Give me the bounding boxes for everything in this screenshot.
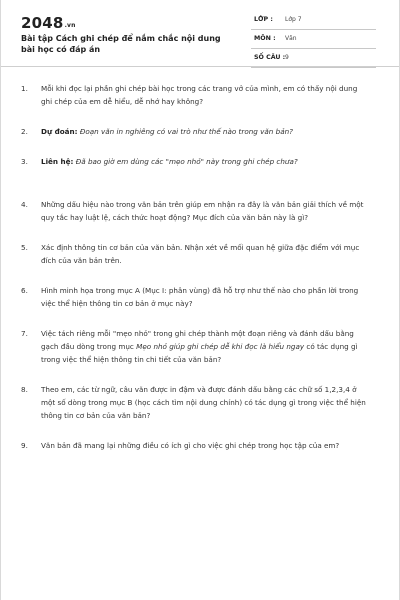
meta-label-count: SỐ CÂU : — [254, 54, 286, 61]
question-number: 3. — [21, 157, 28, 166]
question-number: 2. — [21, 127, 28, 136]
question-number: 4. — [21, 200, 28, 209]
question-list — [21, 82, 366, 452]
question-lead: Dự đoán: — [41, 127, 78, 136]
document-title: Bài tập Cách ghi chép để nắm chắc nội dung bài học có đáp án — [21, 34, 221, 54]
question-text: Theo em, các từ ngữ, câu văn được in đậm và được đánh dấu bằng các chữ số 1,2,3,4 ở một số dòng trong mục B (học cách tìm nội dung chính) có tác dụng gì trong việc thể hiện thông tin cơ bản của văn bản? — [41, 385, 366, 420]
meta-box — [251, 14, 376, 71]
logo-text: 2048 — [21, 14, 64, 32]
question-number: 5. — [21, 243, 28, 252]
document-header — [1, 0, 400, 70]
question-text: Xác định thông tin cơ bản của văn bản. Nhận xét về mối quan hệ giữa đặc điểm với mục đích của văn bản trên. — [41, 243, 360, 265]
meta-label-subject: MÔN : — [254, 35, 276, 42]
question-number: 8. — [21, 385, 28, 394]
logo-domain: .vn — [64, 22, 76, 29]
site-logo[interactable] — [21, 14, 76, 32]
question-item — [21, 155, 366, 168]
question-item — [21, 198, 366, 224]
question-item — [21, 383, 366, 422]
meta-label-grade: LỚP : — [254, 16, 273, 23]
question-text: Đã bao giờ em dùng các "mẹo nhỏ" này trong ghi chép chưa? — [75, 157, 298, 166]
question-text-italic: Mẹo nhỏ giúp ghi chép dễ khi đọc là hiểu ngay — [136, 342, 305, 351]
question-number: 6. — [21, 286, 28, 295]
question-item — [21, 439, 366, 452]
question-lead: Liên hệ: — [41, 157, 74, 166]
question-number: 1. — [21, 84, 28, 93]
question-text: Những dấu hiệu nào trong văn bản trên giúp em nhận ra đây là văn bản giải thích về một quy tắc hay luật lệ, cách thức hoạt động? Mục đích của văn bản này là gì? — [41, 200, 364, 222]
question-text: Mỗi khi đọc lại phần ghi chép bài học trong các trang vở của mình, em có thấy nội dung ghi chép của em dễ hiểu, dễ nhớ hay không? — [41, 84, 358, 106]
question-text-start: Việc tách riêng mỗi "mẹo nhỏ" trong ghi chép thành một đoạn riêng và đánh dấu bằng gạch đầu dòng trong mục — [41, 329, 354, 351]
question-text-end: có tác dụng gì trong việc thể hiện thông tin chi tiết của văn bản? — [41, 342, 358, 364]
question-number: 9. — [21, 441, 28, 450]
question-item — [21, 284, 366, 310]
question-number: 7. — [21, 329, 28, 338]
question-item — [21, 82, 366, 108]
meta-value-subject: Văn — [285, 35, 297, 42]
meta-value-grade: Lớp 7 — [285, 16, 302, 23]
question-item — [21, 125, 366, 138]
question-text: Đoạn văn in nghiêng có vai trò như thế nào trong văn bản? — [79, 127, 293, 136]
question-item — [21, 241, 366, 267]
question-text: Văn bản đã mang lại những điều có ích gì cho việc ghi chép trong học tập của em? — [41, 441, 340, 450]
meta-row-subject — [251, 33, 376, 49]
meta-row-grade — [251, 14, 376, 30]
question-item — [21, 327, 366, 366]
header-divider — [1, 66, 399, 67]
question-text: Hình minh họa trong mục A (Mục I: phân vùng) đã hỗ trợ như thế nào cho phần lời trong việc thể hiện thông tin cơ bản ở mục này? — [41, 286, 359, 308]
meta-value-count: 9 — [285, 54, 289, 61]
